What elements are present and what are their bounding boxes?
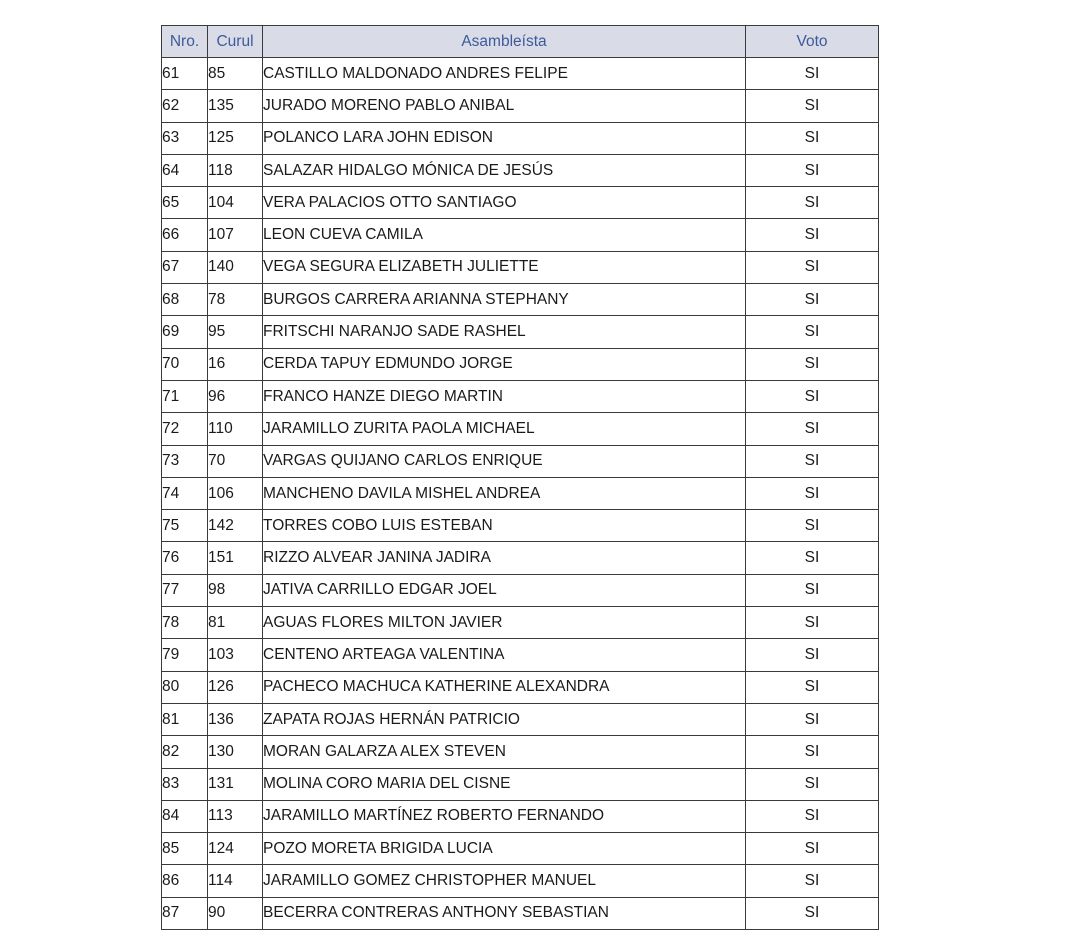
cell-voto: SI xyxy=(746,284,879,316)
cell-nro: 69 xyxy=(162,316,208,348)
cell-nro: 67 xyxy=(162,251,208,283)
cell-nro: 78 xyxy=(162,607,208,639)
table-row xyxy=(162,413,879,445)
cell-voto: SI xyxy=(746,154,879,186)
table-row xyxy=(162,348,879,380)
cell-voto: SI xyxy=(746,671,879,703)
cell-curul: 126 xyxy=(208,671,263,703)
cell-asambleista: VARGAS QUIJANO CARLOS ENRIQUE xyxy=(263,445,746,477)
cell-nro: 68 xyxy=(162,284,208,316)
cell-curul: 107 xyxy=(208,219,263,251)
cell-curul: 125 xyxy=(208,122,263,154)
table-row xyxy=(162,90,879,122)
cell-asambleista: JARAMILLO GOMEZ CHRISTOPHER MANUEL xyxy=(263,865,746,897)
cell-voto: SI xyxy=(746,639,879,671)
table-row xyxy=(162,251,879,283)
cell-nro: 63 xyxy=(162,122,208,154)
cell-voto: SI xyxy=(746,800,879,832)
cell-curul: 151 xyxy=(208,542,263,574)
cell-curul: 124 xyxy=(208,833,263,865)
cell-asambleista: PACHECO MACHUCA KATHERINE ALEXANDRA xyxy=(263,671,746,703)
cell-asambleista: FRITSCHI NARANJO SADE RASHEL xyxy=(263,316,746,348)
cell-curul: 110 xyxy=(208,413,263,445)
table-row xyxy=(162,284,879,316)
table-row xyxy=(162,897,879,929)
cell-voto: SI xyxy=(746,58,879,90)
table-row xyxy=(162,833,879,865)
table-row xyxy=(162,800,879,832)
cell-asambleista: CASTILLO MALDONADO ANDRES FELIPE xyxy=(263,58,746,90)
cell-nro: 73 xyxy=(162,445,208,477)
cell-asambleista: ZAPATA ROJAS HERNÁN PATRICIO xyxy=(263,703,746,735)
cell-curul: 118 xyxy=(208,154,263,186)
table-row xyxy=(162,607,879,639)
cell-nro: 86 xyxy=(162,865,208,897)
cell-curul: 130 xyxy=(208,736,263,768)
cell-asambleista: VEGA SEGURA ELIZABETH JULIETTE xyxy=(263,251,746,283)
table-row xyxy=(162,703,879,735)
table-row xyxy=(162,58,879,90)
cell-asambleista: CENTENO ARTEAGA VALENTINA xyxy=(263,639,746,671)
header-asambleista: Asambleísta xyxy=(263,26,746,58)
cell-voto: SI xyxy=(746,768,879,800)
header-curul: Curul xyxy=(208,26,263,58)
cell-curul: 142 xyxy=(208,510,263,542)
table-row xyxy=(162,574,879,606)
cell-voto: SI xyxy=(746,219,879,251)
table-row xyxy=(162,510,879,542)
table-row xyxy=(162,219,879,251)
table-row xyxy=(162,187,879,219)
cell-curul: 90 xyxy=(208,897,263,929)
cell-nro: 70 xyxy=(162,348,208,380)
cell-nro: 82 xyxy=(162,736,208,768)
cell-nro: 72 xyxy=(162,413,208,445)
vote-table xyxy=(161,25,879,930)
cell-asambleista: LEON CUEVA CAMILA xyxy=(263,219,746,251)
cell-nro: 71 xyxy=(162,380,208,412)
cell-curul: 85 xyxy=(208,58,263,90)
cell-curul: 96 xyxy=(208,380,263,412)
cell-curul: 70 xyxy=(208,445,263,477)
cell-voto: SI xyxy=(746,316,879,348)
header-row xyxy=(162,26,879,58)
cell-asambleista: TORRES COBO LUIS ESTEBAN xyxy=(263,510,746,542)
cell-asambleista: JATIVA CARRILLO EDGAR JOEL xyxy=(263,574,746,606)
cell-nro: 83 xyxy=(162,768,208,800)
cell-nro: 77 xyxy=(162,574,208,606)
cell-voto: SI xyxy=(746,348,879,380)
table-row xyxy=(162,639,879,671)
cell-asambleista: VERA PALACIOS OTTO SANTIAGO xyxy=(263,187,746,219)
cell-voto: SI xyxy=(746,251,879,283)
cell-curul: 103 xyxy=(208,639,263,671)
cell-nro: 66 xyxy=(162,219,208,251)
table-header xyxy=(162,26,879,58)
table-row xyxy=(162,122,879,154)
cell-asambleista: AGUAS FLORES MILTON JAVIER xyxy=(263,607,746,639)
table-row xyxy=(162,768,879,800)
cell-nro: 81 xyxy=(162,703,208,735)
cell-voto: SI xyxy=(746,413,879,445)
cell-curul: 135 xyxy=(208,90,263,122)
cell-nro: 84 xyxy=(162,800,208,832)
cell-curul: 136 xyxy=(208,703,263,735)
cell-voto: SI xyxy=(746,897,879,929)
cell-nro: 65 xyxy=(162,187,208,219)
cell-curul: 104 xyxy=(208,187,263,219)
cell-asambleista: SALAZAR HIDALGO MÓNICA DE JESÚS xyxy=(263,154,746,186)
cell-asambleista: JURADO MORENO PABLO ANIBAL xyxy=(263,90,746,122)
cell-asambleista: POLANCO LARA JOHN EDISON xyxy=(263,122,746,154)
cell-nro: 74 xyxy=(162,477,208,509)
cell-curul: 98 xyxy=(208,574,263,606)
cell-asambleista: JARAMILLO ZURITA PAOLA MICHAEL xyxy=(263,413,746,445)
cell-asambleista: POZO MORETA BRIGIDA LUCIA xyxy=(263,833,746,865)
header-voto: Voto xyxy=(746,26,879,58)
cell-voto: SI xyxy=(746,736,879,768)
cell-nro: 85 xyxy=(162,833,208,865)
cell-curul: 81 xyxy=(208,607,263,639)
cell-voto: SI xyxy=(746,380,879,412)
cell-nro: 75 xyxy=(162,510,208,542)
cell-voto: SI xyxy=(746,477,879,509)
cell-nro: 80 xyxy=(162,671,208,703)
table-row xyxy=(162,316,879,348)
cell-curul: 114 xyxy=(208,865,263,897)
cell-asambleista: CERDA TAPUY EDMUNDO JORGE xyxy=(263,348,746,380)
cell-curul: 140 xyxy=(208,251,263,283)
table-row xyxy=(162,380,879,412)
table-row xyxy=(162,477,879,509)
cell-voto: SI xyxy=(746,187,879,219)
cell-curul: 131 xyxy=(208,768,263,800)
cell-curul: 106 xyxy=(208,477,263,509)
table-body xyxy=(162,58,879,930)
cell-asambleista: BURGOS CARRERA ARIANNA STEPHANY xyxy=(263,284,746,316)
cell-asambleista: FRANCO HANZE DIEGO MARTIN xyxy=(263,380,746,412)
cell-asambleista: MOLINA CORO MARIA DEL CISNE xyxy=(263,768,746,800)
table-row xyxy=(162,865,879,897)
cell-nro: 87 xyxy=(162,897,208,929)
cell-voto: SI xyxy=(746,90,879,122)
cell-voto: SI xyxy=(746,574,879,606)
table-row xyxy=(162,445,879,477)
cell-nro: 62 xyxy=(162,90,208,122)
header-nro: Nro. xyxy=(162,26,208,58)
table-row xyxy=(162,671,879,703)
cell-asambleista: JARAMILLO MARTÍNEZ ROBERTO FERNANDO xyxy=(263,800,746,832)
table-row xyxy=(162,736,879,768)
cell-nro: 64 xyxy=(162,154,208,186)
cell-asambleista: BECERRA CONTRERAS ANTHONY SEBASTIAN xyxy=(263,897,746,929)
cell-nro: 76 xyxy=(162,542,208,574)
cell-voto: SI xyxy=(746,542,879,574)
cell-curul: 113 xyxy=(208,800,263,832)
cell-voto: SI xyxy=(746,865,879,897)
cell-curul: 95 xyxy=(208,316,263,348)
cell-nro: 79 xyxy=(162,639,208,671)
cell-voto: SI xyxy=(746,510,879,542)
cell-voto: SI xyxy=(746,833,879,865)
cell-nro: 61 xyxy=(162,58,208,90)
table-row xyxy=(162,154,879,186)
cell-voto: SI xyxy=(746,445,879,477)
cell-asambleista: RIZZO ALVEAR JANINA JADIRA xyxy=(263,542,746,574)
cell-voto: SI xyxy=(746,607,879,639)
cell-voto: SI xyxy=(746,122,879,154)
cell-curul: 78 xyxy=(208,284,263,316)
cell-curul: 16 xyxy=(208,348,263,380)
cell-asambleista: MANCHENO DAVILA MISHEL ANDREA xyxy=(263,477,746,509)
cell-voto: SI xyxy=(746,703,879,735)
cell-asambleista: MORAN GALARZA ALEX STEVEN xyxy=(263,736,746,768)
table-row xyxy=(162,542,879,574)
